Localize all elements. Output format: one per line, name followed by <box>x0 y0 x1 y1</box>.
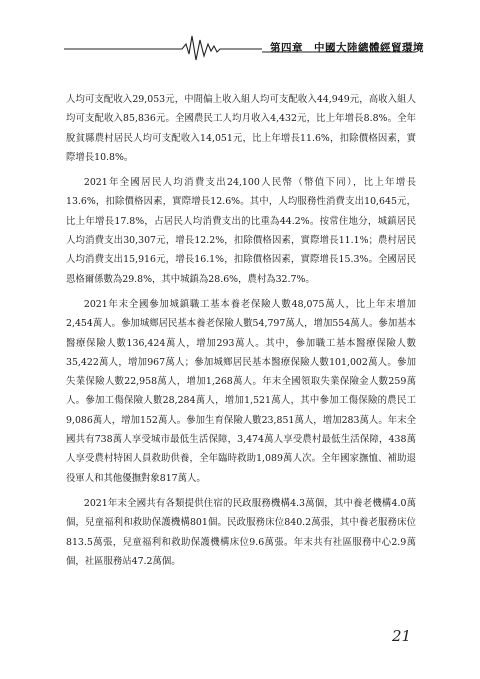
body-text <box>66 90 416 577</box>
page-number: 21 <box>392 627 412 645</box>
paragraph-social-insurance: 2021年末全國參加城鎮職工基本養老保險人數48,075萬人，比上年末增加2,454萬人。參加城鄉居民基本養老保險人數54,797萬人，增加554萬人。參加基本醫療保險人數136,424萬人，增加293萬人。其中，參加職工基本醫療保險人數35,422萬人，增加967萬人；參加城鄉居民基本醫療保險人數101,002萬人。參加失業保險人數22,958萬人，增加1,268萬人。年末全國領取失業保險金人數259萬人。參加工傷保險人數28,284萬人，增加1,521萬人，其中參加工傷保險的農民工9,086萬人，增加152萬人。參加生育保險人數23,851萬人，增加283萬人。年末全國共有738萬人享受城市最低生活保障，3,474萬人享受農村最低生活保障，438萬人享受農村特困人員救助供養，全年臨時救助1,089萬人次。全年國家撫恤、補助退役軍人和其他優撫對象817萬人。 <box>66 298 416 484</box>
page-header <box>0 0 480 70</box>
paragraph-civil-services: 2021年末全國共有各類提供住宿的民政服務機構4.3萬個，其中養老機構4.0萬個，兒童福利和救助保護機構801個。民政服務床位840.2萬張，其中養老服務床位813.5萬張，兒童福利和救助保護機構床位9.6萬張。年末共有社區服務中心2.9萬個，社區服務站47.2萬個。 <box>66 497 416 567</box>
chapter-title: 第四章 中國大陸總體經貿環境 <box>270 42 424 54</box>
paragraph-income: 人均可支配收入29,053元，中間偏上收入組人均可支配收入44,949元，高收入組人均可支配收入85,836元。全國農民工人均月收入4,432元，比上年增長8.8%。全年脫貧縣農村居民人均可支配收入14,051元，比上年增長11.6%，扣除價格因素，實際增長10.8%。 <box>66 94 416 163</box>
paragraph-consumption: 2021年全國居民人均消費支出24,100人民幣（幣值下同），比上年增長13.6%，扣除價格因素，實際增長12.6%。其中，人均服務性消費支出10,645元，比上年增長17.8%，占居民人均消費支出的比重為44.2%。按常住地分，城鎮居民人均消費支出30,307元，增長12.2%，扣除價格因素，實際增長11.1%；農村居民人均消費支出15,916元，增長16.1%，扣除價格因素，實際增長15.3%。全國居民恩格爾係數為29.8%，其中城鎮為28.6%，農村為32.7%。 <box>66 177 416 285</box>
heartbeat-line-icon <box>0 0 480 70</box>
